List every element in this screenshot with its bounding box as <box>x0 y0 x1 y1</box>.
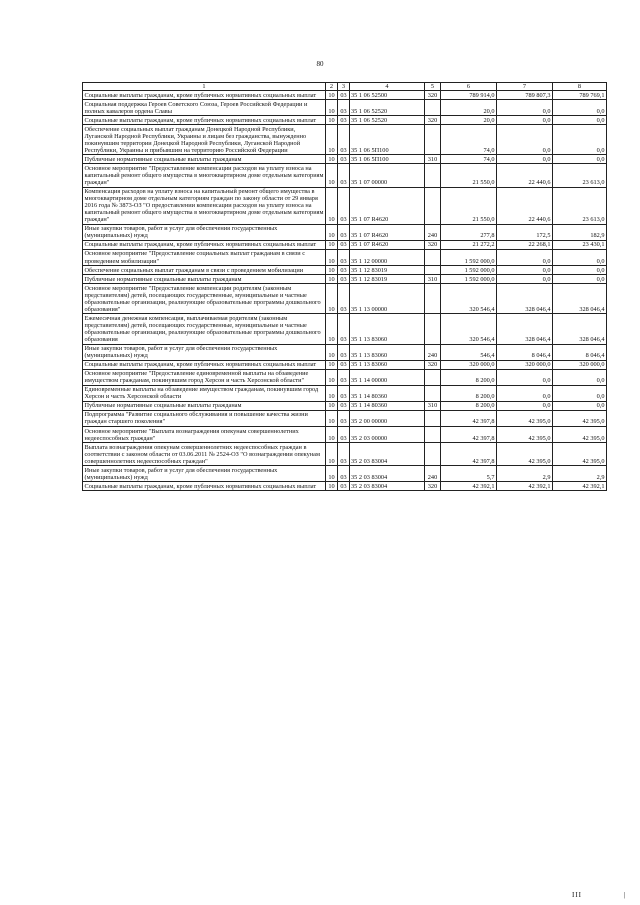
target-article-code: 35 1 13 00000 <box>350 284 425 314</box>
subsection-code: 03 <box>338 164 350 187</box>
amount-col-7: 42 395,0 <box>497 410 553 426</box>
section-code: 10 <box>326 482 338 491</box>
col-header-2: 2 <box>326 83 338 91</box>
amount-col-7: 0,0 <box>497 401 553 410</box>
target-article-code: 35 1 12 00000 <box>350 249 425 265</box>
expense-type-code <box>425 164 441 187</box>
target-article-code: 35 1 06 52500 <box>350 91 425 100</box>
table-row <box>83 187 607 224</box>
target-article-code: 35 1 12 83019 <box>350 275 425 284</box>
target-article-code: 35 1 12 83019 <box>350 266 425 275</box>
row-name: Выплата вознаграждения опекунам совершеннолетних недееспособных граждан в соответствии с законом области от 03.06.2011 № 2524-ОЗ "О вознаграждении опекунам совершеннолетних недееспособных граждан" <box>83 443 326 466</box>
row-name: Социальные выплаты гражданам, кроме публичных нормативных социальных выплат <box>83 482 326 491</box>
row-name: Компенсация расходов на уплату взноса на капитальный ремонт общего имущества в многоквартирном доме отдельным категориям граждан по закону области от 29 января 2016 года № 3873-ОЗ "О предоставлении компенсации расходов на уплату взноса на капитальный ремонт общего имущества в многоквартирном доме отдельным категориям граждан" <box>83 187 326 224</box>
amount-col-6: 1 592 000,0 <box>441 275 497 284</box>
expense-type-code: 320 <box>425 116 441 125</box>
amount-col-6: 42 397,8 <box>441 427 497 443</box>
section-code: 10 <box>326 360 338 369</box>
section-code: 10 <box>326 369 338 385</box>
table-row <box>83 224 607 240</box>
target-article-code: 35 2 03 83004 <box>350 482 425 491</box>
amount-col-6: 74,0 <box>441 125 497 155</box>
subsection-code: 03 <box>338 116 350 125</box>
amount-col-6: 42 392,1 <box>441 482 497 491</box>
subsection-code: 03 <box>338 344 350 360</box>
target-article-code: 35 1 06 5П100 <box>350 155 425 164</box>
amount-col-7: 172,5 <box>497 224 553 240</box>
expense-type-code <box>425 284 441 314</box>
subsection-code: 03 <box>338 249 350 265</box>
row-name: Основное мероприятие "Предоставление компенсации расходов на уплату взноса на капитальный ремонт общего имущества в многоквартирном доме отдельным категориям граждан" <box>83 164 326 187</box>
subsection-code: 03 <box>338 427 350 443</box>
target-article-code: 35 1 14 00000 <box>350 369 425 385</box>
target-article-code: 35 1 06 52520 <box>350 116 425 125</box>
table-row <box>83 155 607 164</box>
section-code: 10 <box>326 164 338 187</box>
subsection-code: 03 <box>338 155 350 164</box>
budget-table <box>82 82 607 491</box>
subsection-code: 03 <box>338 275 350 284</box>
row-name: Иные закупки товаров, работ и услуг для обеспечения государственных (муниципальных) нужд <box>83 224 326 240</box>
table-row <box>83 482 607 491</box>
amount-col-8: 0,0 <box>553 266 607 275</box>
section-code: 10 <box>326 249 338 265</box>
amount-col-8: 0,0 <box>553 369 607 385</box>
amount-col-8: 23 430,1 <box>553 240 607 249</box>
target-article-code: 35 1 13 83060 <box>350 344 425 360</box>
amount-col-6: 8 200,0 <box>441 401 497 410</box>
table-row <box>83 125 607 155</box>
amount-col-6: 21 272,2 <box>441 240 497 249</box>
row-name: Основное мероприятие "Предоставление компенсации родителям (законным представителям) детей, посещающих государственные, муниципальные и частные образовательные организации, реализующие образовательные программы дошкольного образования" <box>83 284 326 314</box>
col-header-1: 1 <box>83 83 326 91</box>
section-code: 10 <box>326 187 338 224</box>
section-code: 10 <box>326 91 338 100</box>
subsection-code: 03 <box>338 100 350 116</box>
amount-col-8: 0,0 <box>553 249 607 265</box>
amount-col-8: 23 613,0 <box>553 164 607 187</box>
table-row <box>83 385 607 401</box>
subsection-code: 03 <box>338 187 350 224</box>
page-number: 80 <box>316 60 324 68</box>
amount-col-6: 42 397,8 <box>441 410 497 426</box>
subsection-code: 03 <box>338 385 350 401</box>
section-code: 10 <box>326 155 338 164</box>
amount-col-7: 320 000,0 <box>497 360 553 369</box>
target-article-code: 35 2 00 00000 <box>350 410 425 426</box>
expense-type-code: 310 <box>425 401 441 410</box>
amount-col-6: 74,0 <box>441 155 497 164</box>
table-row <box>83 443 607 466</box>
row-name: Иные закупки товаров, работ и услуг для обеспечения государственных (муниципальных) нужд <box>83 344 326 360</box>
subsection-code: 03 <box>338 284 350 314</box>
row-name: Обеспечение социальных выплат гражданам в связи с проведением мобилизации <box>83 266 326 275</box>
expense-type-code: 320 <box>425 360 441 369</box>
row-name: Социальная поддержка Героев Советского Союза, Героев Российской Федерации и полных кавалеров ордена Славы <box>83 100 326 116</box>
subsection-code: 03 <box>338 410 350 426</box>
amount-col-8: 0,0 <box>553 116 607 125</box>
subsection-code: 03 <box>338 91 350 100</box>
table-row <box>83 116 607 125</box>
amount-col-6: 320 546,4 <box>441 284 497 314</box>
amount-col-8: 0,0 <box>553 125 607 155</box>
subsection-code: 03 <box>338 443 350 466</box>
amount-col-7: 0,0 <box>497 125 553 155</box>
section-code: 10 <box>326 100 338 116</box>
amount-col-6: 546,4 <box>441 344 497 360</box>
section-code: 10 <box>326 385 338 401</box>
section-code: 10 <box>326 466 338 482</box>
col-header-7: 7 <box>497 83 553 91</box>
amount-col-7: 328 046,4 <box>497 284 553 314</box>
amount-col-7: 42 392,1 <box>497 482 553 491</box>
edge-mark: | <box>624 891 626 899</box>
subsection-code: 03 <box>338 401 350 410</box>
section-code: 10 <box>326 224 338 240</box>
table-row <box>83 284 607 314</box>
amount-col-6: 5,7 <box>441 466 497 482</box>
target-article-code: 35 1 14 80360 <box>350 401 425 410</box>
amount-col-7: 0,0 <box>497 249 553 265</box>
expense-type-code: 310 <box>425 275 441 284</box>
target-article-code: 35 1 06 5П100 <box>350 125 425 155</box>
amount-col-8: 42 395,0 <box>553 443 607 466</box>
expense-type-code <box>425 266 441 275</box>
section-code: 10 <box>326 284 338 314</box>
expense-type-code: 310 <box>425 155 441 164</box>
section-code: 10 <box>326 427 338 443</box>
amount-col-8: 320 000,0 <box>553 360 607 369</box>
amount-col-7: 328 046,4 <box>497 314 553 344</box>
amount-col-8: 8 046,4 <box>553 344 607 360</box>
amount-col-7: 22 268,1 <box>497 240 553 249</box>
subsection-code: 03 <box>338 314 350 344</box>
amount-col-7: 0,0 <box>497 155 553 164</box>
table-row <box>83 275 607 284</box>
target-article-code: 35 2 03 83004 <box>350 443 425 466</box>
amount-col-8: 0,0 <box>553 385 607 401</box>
amount-col-8: 2,9 <box>553 466 607 482</box>
row-name: Ежемесячная денежная компенсация, выплачиваемая родителям (законным представителям) детей, посещающих государственные, муниципальные и частные образовательные организации, реализующие образовательные программы дошкольного образования <box>83 314 326 344</box>
amount-col-7: 22 440,6 <box>497 187 553 224</box>
target-article-code: 35 1 07 R4620 <box>350 240 425 249</box>
table-row <box>83 266 607 275</box>
section-code: 10 <box>326 314 338 344</box>
expense-type-code <box>425 187 441 224</box>
row-name: Основное мероприятие "Предоставление единовременной выплаты на обзаведение имуществом гражданам, покинувшим город Херсон и часть Херсонской области" <box>83 369 326 385</box>
table-row <box>83 100 607 116</box>
subsection-code: 03 <box>338 360 350 369</box>
row-name: Публичные нормативные социальные выплаты гражданам <box>83 275 326 284</box>
amount-col-8: 42 392,1 <box>553 482 607 491</box>
amount-col-7: 22 440,6 <box>497 164 553 187</box>
subsection-code: 03 <box>338 266 350 275</box>
table-row <box>83 314 607 344</box>
table-row <box>83 401 607 410</box>
section-code: 10 <box>326 266 338 275</box>
expense-type-code: 320 <box>425 91 441 100</box>
amount-col-7: 0,0 <box>497 100 553 116</box>
amount-col-8: 0,0 <box>553 155 607 164</box>
table-row <box>83 410 607 426</box>
amount-col-7: 8 046,4 <box>497 344 553 360</box>
expense-type-code <box>425 410 441 426</box>
target-article-code: 35 1 07 00000 <box>350 164 425 187</box>
target-article-code: 35 1 06 52520 <box>350 100 425 116</box>
table-row <box>83 427 607 443</box>
amount-col-8: 0,0 <box>553 401 607 410</box>
target-article-code: 35 1 13 83060 <box>350 314 425 344</box>
amount-col-8: 42 395,0 <box>553 427 607 443</box>
footer-mark: III <box>572 891 582 899</box>
amount-col-6: 21 550,0 <box>441 164 497 187</box>
expense-type-code <box>425 100 441 116</box>
section-code: 10 <box>326 410 338 426</box>
section-code: 10 <box>326 344 338 360</box>
amount-col-6: 8 200,0 <box>441 369 497 385</box>
amount-col-7: 789 807,3 <box>497 91 553 100</box>
row-name: Подпрограмма "Развитие социального обслуживания и повышение качества жизни граждан старшего поколения" <box>83 410 326 426</box>
section-code: 10 <box>326 443 338 466</box>
section-code: 10 <box>326 125 338 155</box>
amount-col-8: 328 046,4 <box>553 284 607 314</box>
target-article-code: 35 2 03 83004 <box>350 466 425 482</box>
amount-col-7: 0,0 <box>497 385 553 401</box>
subsection-code: 03 <box>338 369 350 385</box>
amount-col-6: 1 592 000,0 <box>441 249 497 265</box>
expense-type-code: 240 <box>425 224 441 240</box>
expense-type-code: 320 <box>425 482 441 491</box>
expense-type-code: 240 <box>425 344 441 360</box>
subsection-code: 03 <box>338 240 350 249</box>
amount-col-6: 20,0 <box>441 100 497 116</box>
col-header-6: 6 <box>441 83 497 91</box>
table-row <box>83 91 607 100</box>
target-article-code: 35 1 13 83060 <box>350 360 425 369</box>
row-name: Публичные нормативные социальные выплаты гражданам <box>83 155 326 164</box>
amount-col-7: 42 395,0 <box>497 443 553 466</box>
row-name: Иные закупки товаров, работ и услуг для обеспечения государственных (муниципальных) нужд <box>83 466 326 482</box>
amount-col-6: 21 550,0 <box>441 187 497 224</box>
target-article-code: 35 2 03 00000 <box>350 427 425 443</box>
expense-type-code <box>425 314 441 344</box>
amount-col-6: 320 546,4 <box>441 314 497 344</box>
expense-type-code <box>425 443 441 466</box>
table-row <box>83 466 607 482</box>
row-name: Основное мероприятие "Предоставление социальных выплат гражданам в связи с проведением мобилизации" <box>83 249 326 265</box>
amount-col-7: 0,0 <box>497 116 553 125</box>
amount-col-6: 1 592 000,0 <box>441 266 497 275</box>
amount-col-8: 23 613,0 <box>553 187 607 224</box>
table-row <box>83 240 607 249</box>
row-name: Социальные выплаты гражданам, кроме публичных нормативных социальных выплат <box>83 91 326 100</box>
expense-type-code <box>425 385 441 401</box>
col-header-3: 3 <box>338 83 350 91</box>
table-row <box>83 249 607 265</box>
row-name: Публичные нормативные социальные выплаты гражданам <box>83 401 326 410</box>
amount-col-6: 20,0 <box>441 116 497 125</box>
table-body <box>83 91 607 491</box>
amount-col-7: 0,0 <box>497 266 553 275</box>
row-name: Социальные выплаты гражданам, кроме публичных нормативных социальных выплат <box>83 116 326 125</box>
amount-col-7: 0,0 <box>497 369 553 385</box>
target-article-code: 35 1 14 80360 <box>350 385 425 401</box>
amount-col-6: 277,8 <box>441 224 497 240</box>
column-number-row <box>83 83 607 91</box>
amount-col-8: 328 046,4 <box>553 314 607 344</box>
expense-type-code <box>425 427 441 443</box>
row-name: Обеспечение социальных выплат гражданам Донецкой Народной Республики, Луганской Народной Республики, Украины и лицам без гражданства, вынужденно покинувшим территории Донецкой Народной Республики, Луганской Народной Республики, Украины и прибывшим на территорию Российской Федерации <box>83 125 326 155</box>
expense-type-code <box>425 125 441 155</box>
section-code: 10 <box>326 401 338 410</box>
subsection-code: 03 <box>338 125 350 155</box>
amount-col-8: 0,0 <box>553 100 607 116</box>
amount-col-8: 0,0 <box>553 275 607 284</box>
amount-col-6: 8 200,0 <box>441 385 497 401</box>
amount-col-8: 182,9 <box>553 224 607 240</box>
row-name: Основное мероприятие "Выплата вознаграждения опекунам совершеннолетних недееспособных граждан" <box>83 427 326 443</box>
col-header-5: 5 <box>425 83 441 91</box>
subsection-code: 03 <box>338 482 350 491</box>
expense-type-code: 240 <box>425 466 441 482</box>
section-code: 10 <box>326 116 338 125</box>
section-code: 10 <box>326 275 338 284</box>
expense-type-code <box>425 249 441 265</box>
section-code: 10 <box>326 240 338 249</box>
target-article-code: 35 1 07 R4620 <box>350 187 425 224</box>
col-header-4: 4 <box>350 83 425 91</box>
amount-col-8: 789 769,1 <box>553 91 607 100</box>
amount-col-7: 0,0 <box>497 275 553 284</box>
row-name: Социальные выплаты гражданам, кроме публичных нормативных социальных выплат <box>83 360 326 369</box>
subsection-code: 03 <box>338 224 350 240</box>
amount-col-6: 789 914,0 <box>441 91 497 100</box>
table-row <box>83 344 607 360</box>
table-row <box>83 164 607 187</box>
subsection-code: 03 <box>338 466 350 482</box>
row-name: Единовременные выплаты на обзаведение имуществом гражданам, покинувшим город Херсон и часть Херсонской области <box>83 385 326 401</box>
amount-col-8: 42 395,0 <box>553 410 607 426</box>
amount-col-7: 2,9 <box>497 466 553 482</box>
target-article-code: 35 1 07 R4620 <box>350 224 425 240</box>
expense-type-code: 320 <box>425 240 441 249</box>
col-header-8: 8 <box>553 83 607 91</box>
table-row <box>83 369 607 385</box>
amount-col-6: 42 397,8 <box>441 443 497 466</box>
expense-type-code <box>425 369 441 385</box>
row-name: Социальные выплаты гражданам, кроме публичных нормативных социальных выплат <box>83 240 326 249</box>
amount-col-7: 42 395,0 <box>497 427 553 443</box>
amount-col-6: 320 000,0 <box>441 360 497 369</box>
table-row <box>83 360 607 369</box>
